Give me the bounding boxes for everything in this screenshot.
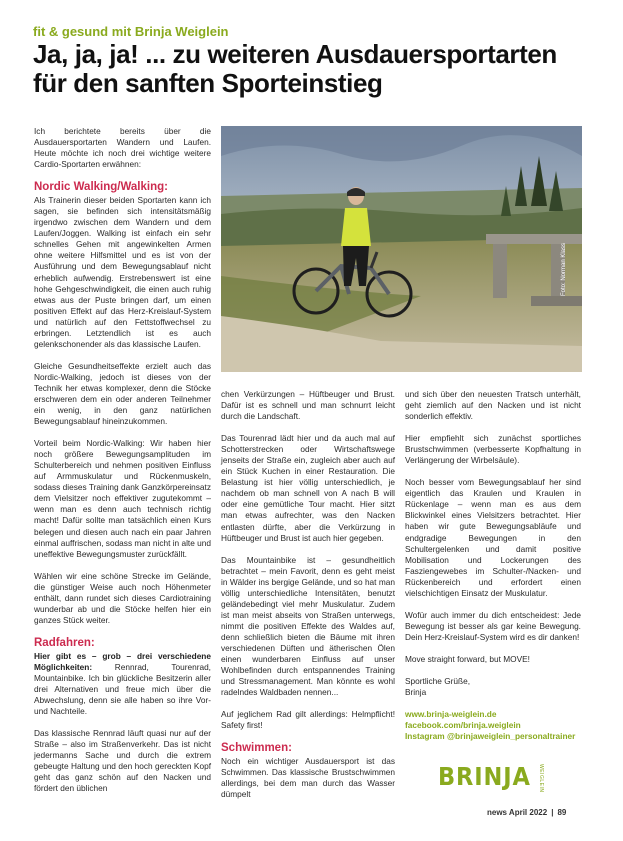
paragraph: Move straight forward, but MOVE!: [405, 653, 530, 664]
schwimmen-heading: Schwimmen:: [221, 742, 292, 755]
column-1: [34, 126, 211, 794]
nordic-walking-heading: Nordic Walking/Walking:: [34, 181, 168, 194]
paragraph: Wofür auch immer du dich entscheidest: Jede Bewegung ist besser als gar keine Bewegung. Dein Herz-Kreislauf-System wird es dir danken!: [405, 609, 581, 642]
radfahren-heading: Radfahren:: [34, 636, 95, 649]
website-link[interactable]: www.brinja-weiglein.de: [405, 709, 497, 720]
paragraph-text: Rennrad, Tourenrad, Mountainbike. Ich bin glückliche Besitzerin aller drei Alternativen und freue mich über die Abwechslung, denn sie alle haben so ihre Vor- und Nachteile.: [34, 661, 211, 717]
paragraph: und sich über den neuesten Tratsch unterhält, geht ziemlich auf den Nacken und ist nicht sonderlich effektiv.: [405, 389, 581, 422]
headline: [33, 40, 593, 98]
brinja-logo: [438, 762, 544, 793]
lead-text: Hier gibt es – grob – drei verschiedene Möglichkeiten:: [34, 650, 211, 672]
contact-links: [405, 709, 581, 742]
headline-line-2: für den sanften Sporteinstieg: [33, 68, 383, 98]
footer-separator: |: [551, 808, 554, 817]
facebook-link[interactable]: facebook.com/brinja.weiglein: [405, 720, 521, 731]
page-footer: [487, 808, 566, 817]
paragraph: Als Trainerin dieser beiden Sportarten kann ich sagen, sie befinden sich intensitätsmäßig irgendwo zwischen dem Wandern und dem Laufen/Joggen. Walking ist einfach ein sehr schnelles Gehen mit angewinkelten Armen ohne weitere Hilfsmittel und es ist von der Ausführung und dem Bewegungsablauf nicht erheblich aufwendig. Erstrebenswert ist eine hohe Gehgeschwindigkeit, die einen auch ruhig etwas aus der Puste bringen darf, um einen positiven Effekt auf das Herz-Kreislauf-System und natürlich auf den Fettstoffwechsel zu erbringen. Letztendlich ist es auch gelenkschonender als das klassische Laufen.: [34, 195, 211, 349]
logo-side-text: WEIGLEIN: [538, 764, 544, 793]
paragraph: Noch ein wichtiger Ausdauersport ist das Schwimmen. Das klassische Brustschwimmen allerdings, bei dem man durch das Wasser dümpelt: [221, 756, 395, 800]
paragraph: Noch besser vom Bewegungsablauf her sind eigentlich das Kraulen und Kraulen in Rückenlage – wenn man es aus dem Blickwinkel eines Vielsitzers betrachtet. Hier haben wir gute Bewegungsabläufe und endgradige Bewegungen in den Schultergelenken und damit positive Mobilisation und Lockerungen des Fasziengewebes im Schulter-/Nacken- und Rückenbereich und erfordert einen vielschichtigen Einsatz der Muskulatur.: [405, 477, 581, 598]
cyclist-photo: [221, 126, 582, 372]
signature-line-1: Sportliche Grüße,: [405, 675, 471, 686]
issue-label: news April 2022: [487, 808, 548, 817]
paragraph: Das Mountainbike ist – gesundheitlich betrachtet – mein Favorit, denn es geht meist in Wälder ins bergige Gelände, und so hat man völlig unterschiedliche Intensitäten, benutzt geländebedingt viel mehr Muskulatur. Zudem ist man meist abseits von Straßen unterwegs, nimmt die positiven Effekte des Waldes auf, denn schließlich bieten die Bäume mit ihren verschiedenen Düften und ätherischen Ölen einen wunderbaren Einfluss auf unser Wohlbefinden durch entspannendes Training und Stressmanagement. Man könnte es wohl radelndes Waldbaden nennen...: [221, 554, 395, 698]
paragraph: Wählen wir eine schöne Strecke im Gelände, die günstiger Weise auch noch Höhenmeter enthält, dann rundet sich dieses Cardiotraining wunderbar ab und die Stöcke helfen hier ein ganzes Stück weiter.: [34, 570, 211, 625]
photo-credit: Foto: Norman Klass: [561, 242, 567, 296]
instagram-link[interactable]: Instagram @brinjaweiglein_personaltrainer: [405, 731, 576, 742]
paragraph: Hier empfiehlt sich zunächst sportliches Brustschwimmen (verbesserte Kopfhaltung in Verlängerung der Wirbelsäule).: [405, 433, 581, 466]
paragraph: Auf jeglichem Rad gilt allerdings: Helmpflicht! Safety first!: [221, 709, 395, 731]
column-2: [221, 389, 395, 801]
paragraph: chen Verkürzungen – Hüftbeuger und Brust. Dafür ist es schnell und man schnurrt leicht durch die Landschaft.: [221, 389, 395, 422]
photo-illustration: [221, 126, 582, 372]
kicker: fit & gesund mit Brinja Weiglein: [33, 24, 229, 39]
signature-line-2: Brinja: [405, 687, 427, 698]
paragraph: [34, 651, 211, 717]
page-number: 89: [557, 808, 567, 817]
logo-text: BRINJA: [438, 762, 531, 791]
paragraph: Vorteil beim Nordic-Walking: Wir haben hier noch größere Bewegungsamplituden im Schulterbereich und nehmen positiven Einfluss auf Armmuskulatur und Rückenmuskeln, sodass dieses Training dank Ganzkörpereinsatz dem Vielsitzer noch effektiver zugutekommt – wenn man es denn auch technisch richtig macht! Dafür sollte man tatsächlich einen Kurs belegen und diesen auch nach ein paar Jahren einmal auffrischen, sodass man nicht in alte und uneffektive Bewegungsmuster zurückfällt.: [34, 438, 211, 559]
headline-line-1: Ja, ja, ja! ... zu weiteren Ausdauersportarten: [33, 39, 557, 69]
signature: [405, 676, 581, 698]
column-3: [405, 389, 581, 742]
paragraph: Das Tourenrad lädt hier und da auch mal auf Schotterstrecken oder Wirtschaftswege jenseits der Straße ein, zugleich aber auch auf ein Stück Kuchen in einer Restauration. Die Belastung ist hier völlig unterschiedlich, je nachdem ob man schnell von A nach B will oder eine gemütliche Tour macht. Hier sitzt man etwas aufrechter, was den Nacken entlasten dürfte, aber die Verkürzung in Hüftbeuger und Brust ist auch hier gegeben.: [221, 433, 395, 543]
intro-paragraph: Ich berichtete bereits über die Ausdauersportarten Wandern und Laufen. Heute möchte ich noch drei wichtige weitere Cardio-Sportarten erwähnen:: [34, 126, 211, 170]
paragraph: Gleiche Gesundheitseffekte erzielt auch das Nordic-Walking, jedoch ist dieses von der Technik her etwas komplexer, denn die Stöcke erschweren dem ein oder anderen Teilnehmer ein wenig, in den ganz natürlichen Bewegungsablauf hineinzukommen.: [34, 360, 211, 427]
paragraph: Das klassische Rennrad läuft quasi nur auf der Straße – also im Straßenverkehr. Das ist nicht jedermanns Sache und durch die extrem gebeugte Haltung und den hoch gereckten Kopf geht das ganz schön auf den Nacken und fördert den üblichen: [34, 728, 211, 794]
